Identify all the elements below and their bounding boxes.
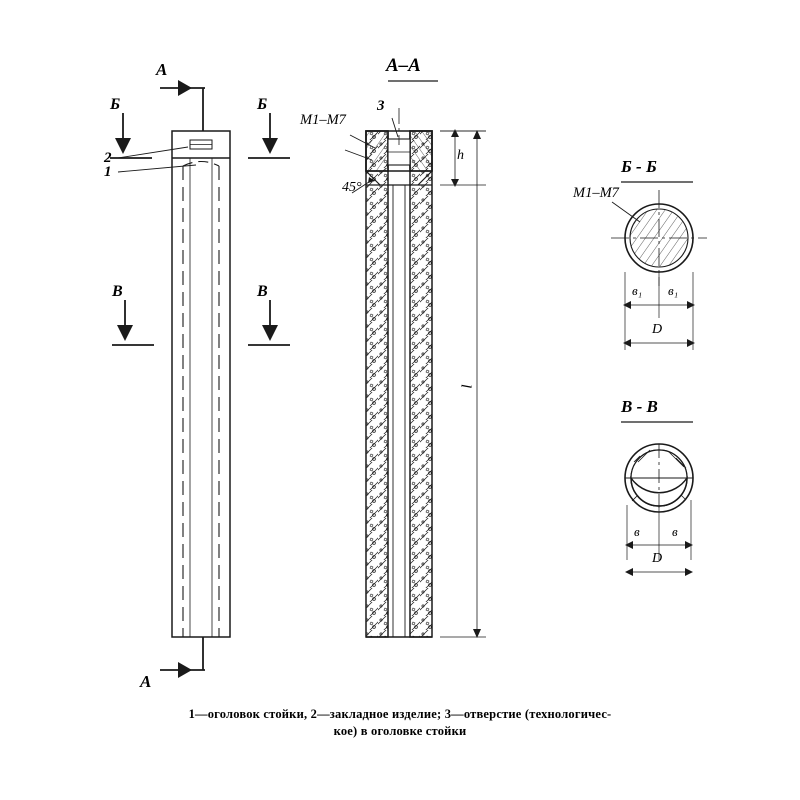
dimension-h: h — [457, 148, 464, 163]
section-title-bb: Б - Б — [621, 157, 657, 176]
callout-embedded-parts-aa: М1–М7 — [300, 112, 346, 128]
caption-line-1: 1—оголовок стойки, 2—закладное изделие; 3—отверстие (технологичес- — [188, 707, 612, 721]
caption-line-2: кое) в оголовке стойки — [333, 724, 467, 738]
callout-3: 3 — [377, 98, 385, 114]
marker-b-right: Б — [257, 96, 268, 113]
dimension-d-bb: D — [652, 322, 663, 337]
dimension-b1-left: в₁ — [632, 283, 643, 298]
dimension-b-left: в — [634, 524, 640, 539]
marker-a-top: А — [156, 60, 168, 79]
dimension-b-right: в — [672, 524, 678, 539]
dimension-b1-right: в₁ — [668, 283, 679, 298]
callout-embedded-parts-bb: М1–М7 — [573, 185, 619, 201]
marker-v-left: В — [112, 283, 123, 300]
section-title-vv: В - В — [621, 397, 658, 416]
section-title-aa: А–А — [386, 55, 421, 76]
dimension-l: l — [459, 384, 476, 389]
marker-v-right: В — [257, 283, 268, 300]
marker-b-left: Б — [110, 96, 121, 113]
dimension-d-vv: D — [652, 551, 663, 566]
callout-1: 1 — [104, 164, 112, 180]
figure-caption — [0, 706, 800, 740]
marker-a-bottom: А — [140, 672, 152, 691]
section-aa-view — [345, 108, 486, 638]
elevation-view — [110, 80, 290, 678]
callout-2: 2 — [104, 150, 112, 166]
dimension-angle-45: 45° — [342, 180, 362, 195]
